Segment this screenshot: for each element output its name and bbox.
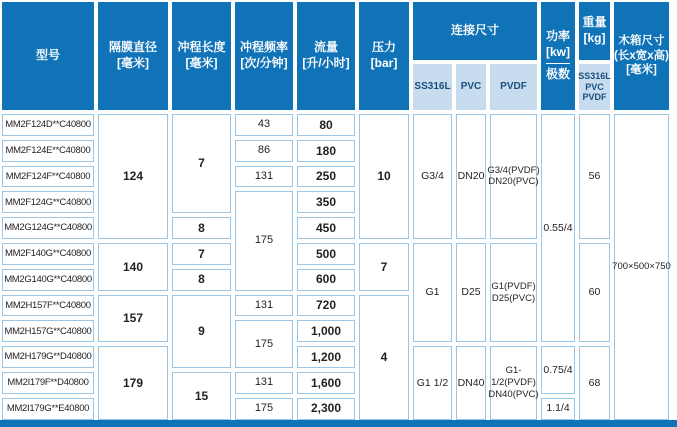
header-connection-ss316l: SS316L xyxy=(413,64,452,110)
cell-flow-l-per-h: 1,200 xyxy=(297,346,355,368)
cell-stroke-frequency-per-min: 175 xyxy=(235,191,293,290)
cell-conn-pvdf: G1(PVDF) D25(PVC) xyxy=(490,243,537,342)
header-connection-size: 连接尺寸 xyxy=(413,2,537,60)
cell-flow-l-per-h: 250 xyxy=(297,166,355,188)
cell-conn-ss316l: G1 xyxy=(413,243,452,342)
cell-power-kw-poles: 0.75/4 xyxy=(541,346,575,394)
cell-diaphragm-mm: 124 xyxy=(98,114,168,239)
cell-flow-l-per-h: 500 xyxy=(297,243,355,265)
cell-model: MM2H179G**D40800 xyxy=(2,346,94,368)
cell-conn-pvdf: G1-1/2(PVDF) DN40(PVC) xyxy=(490,346,537,419)
cell-model: MM2I179G**E40800 xyxy=(2,398,94,420)
cell-stroke-frequency-per-min: 131 xyxy=(235,295,293,317)
cell-flow-l-per-h: 450 xyxy=(297,217,355,239)
cell-power-kw-poles: 1.1/4 xyxy=(541,398,575,420)
header-connection-pvdf: PVDF xyxy=(490,64,537,110)
bottom-accent-bar xyxy=(0,420,677,427)
cell-flow-l-per-h: 180 xyxy=(297,140,355,162)
header-stroke-frequency: 冲程频率 [次/分钟] xyxy=(235,2,293,110)
header-power-poles: 功率 [kw] 极数 xyxy=(541,2,575,110)
cell-model: MM2H157G**C40800 xyxy=(2,320,94,342)
cell-stroke-length-mm: 7 xyxy=(172,243,231,265)
header-model-label: 型号 xyxy=(35,48,60,63)
cell-conn-ss316l: G3/4 xyxy=(413,114,452,239)
cell-flow-l-per-h: 720 xyxy=(297,295,355,317)
header-stroke-length: 冲程长度 [毫米] xyxy=(172,2,231,110)
cell-model: MM2H157F**C40800 xyxy=(2,295,94,317)
cell-flow-l-per-h: 80 xyxy=(297,114,355,136)
cell-stroke-frequency-per-min: 131 xyxy=(235,372,293,394)
cell-flow-l-per-h: 2,300 xyxy=(297,398,355,420)
cell-model: MM2G124G**C40800 xyxy=(2,217,94,239)
cell-pressure-bar: 4 xyxy=(359,295,409,420)
cell-diaphragm-mm: 140 xyxy=(98,243,168,291)
cell-stroke-length-mm: 9 xyxy=(172,295,231,368)
cell-model: MM2F124G**C40800 xyxy=(2,191,94,213)
cell-weight-kg: 68 xyxy=(579,346,610,419)
cell-flow-l-per-h: 1,600 xyxy=(297,372,355,394)
header-pressure: 压力 [bar] xyxy=(359,2,409,110)
cell-stroke-frequency-per-min: 43 xyxy=(235,114,293,136)
cell-power-kw-poles: 0.55/4 xyxy=(541,114,575,342)
cell-stroke-frequency-per-min: 175 xyxy=(235,320,293,368)
cell-model: MM2F140G**C40800 xyxy=(2,243,94,265)
cell-stroke-frequency-per-min: 175 xyxy=(235,398,293,420)
cell-model: MM2F124D**C40800 xyxy=(2,114,94,136)
cell-conn-pvc: DN40 xyxy=(456,346,486,419)
cell-model: MM2G140G**C40800 xyxy=(2,269,94,291)
cell-conn-ss316l: G1 1/2 xyxy=(413,346,452,419)
cell-conn-pvc: D25 xyxy=(456,243,486,342)
pump-spec-table xyxy=(2,2,669,420)
cell-stroke-length-mm: 8 xyxy=(172,269,231,291)
cell-stroke-length-mm: 8 xyxy=(172,217,231,239)
cell-diaphragm-mm: 157 xyxy=(98,295,168,343)
cell-conn-pvdf: G3/4(PVDF) DN20(PVC) xyxy=(490,114,537,239)
header-model xyxy=(2,2,94,110)
cell-flow-l-per-h: 350 xyxy=(297,191,355,213)
cell-stroke-frequency-per-min: 86 xyxy=(235,140,293,162)
cell-model: MM2F124F**C40800 xyxy=(2,166,94,188)
header-weight: 重量 [kg] xyxy=(579,2,610,60)
cell-model: MM2F124E**C40800 xyxy=(2,140,94,162)
cell-stroke-length-mm: 15 xyxy=(172,372,231,420)
cell-diaphragm-mm: 179 xyxy=(98,346,168,419)
header-diaphragm-diameter: 隔膜直径 [毫米] xyxy=(98,2,168,110)
cell-weight-kg: 56 xyxy=(579,114,610,239)
header-connection-pvc: PVC xyxy=(456,64,486,110)
cell-stroke-frequency-per-min: 131 xyxy=(235,166,293,188)
cell-stroke-length-mm: 7 xyxy=(172,114,231,213)
header-flow: 流量 [升/小时] xyxy=(297,2,355,110)
cell-pressure-bar: 7 xyxy=(359,243,409,291)
cell-flow-l-per-h: 1,000 xyxy=(297,320,355,342)
header-box-size: 木箱尺寸 (长x宽x高) [毫米] xyxy=(614,2,669,110)
cell-conn-pvc: DN20 xyxy=(456,114,486,239)
cell-flow-l-per-h: 600 xyxy=(297,269,355,291)
cell-model: MM2I179F**D40800 xyxy=(2,372,94,394)
header-weight-materials: SS316L PVC PVDF xyxy=(579,64,610,110)
power-poles-divider xyxy=(546,63,570,64)
cell-weight-kg: 60 xyxy=(579,243,610,342)
cell-pressure-bar: 10 xyxy=(359,114,409,239)
cell-box-size-mm: 700×500×750 xyxy=(614,114,669,420)
